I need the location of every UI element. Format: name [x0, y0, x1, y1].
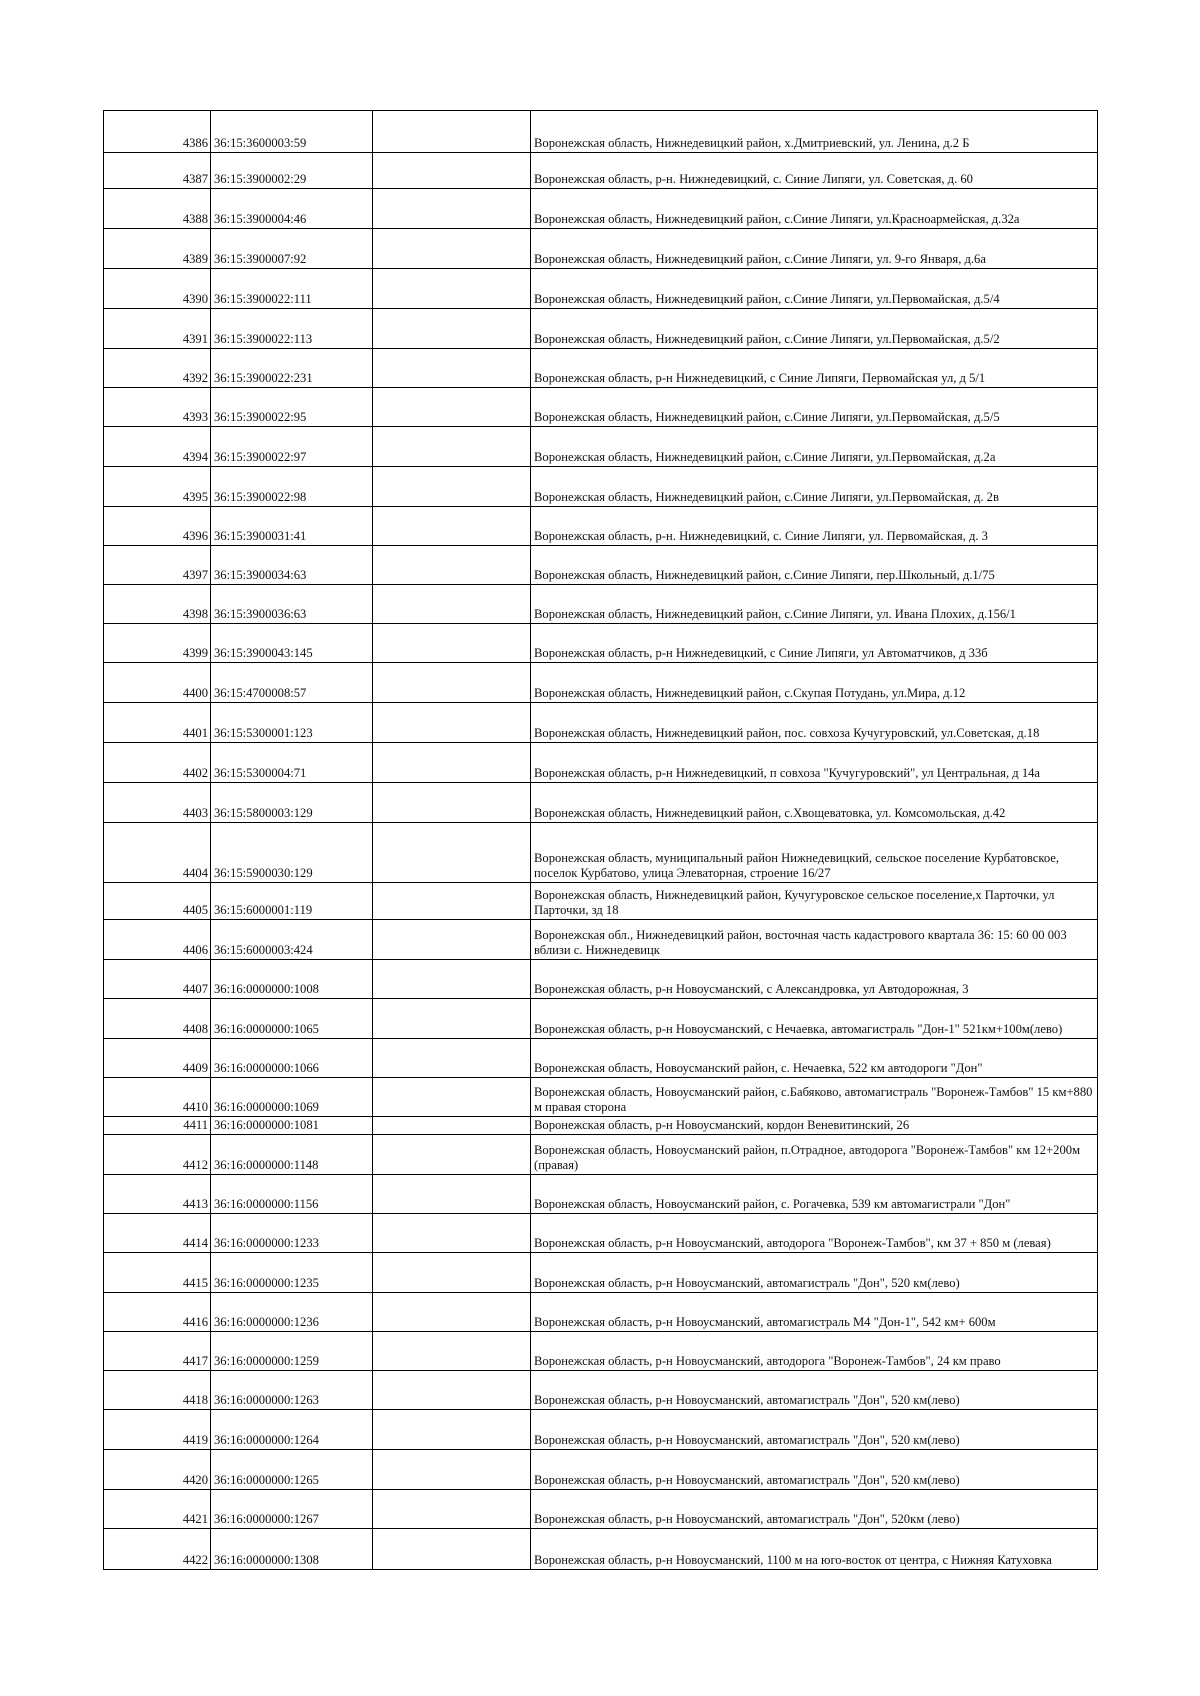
row-number-cell: 4392	[104, 349, 211, 388]
cadastral-number-cell: 36:15:3900022:231	[211, 349, 373, 388]
address-cell: Воронежская область, Новоусманский район, с. Нечаевка, 522 км автодороги "Дон"	[531, 1039, 1098, 1078]
row-number-cell: 4396	[104, 507, 211, 546]
empty-cell	[373, 1253, 531, 1293]
table-row	[104, 999, 1098, 1039]
table-row	[104, 309, 1098, 349]
empty-cell	[373, 960, 531, 999]
address-cell: Воронежская область, Нижнедевицкий район, с.Скупая Потудань, ул.Мира, д.12	[531, 663, 1098, 703]
cadastral-number-cell: 36:15:3900022:111	[211, 269, 373, 309]
row-number-cell: 4414	[104, 1214, 211, 1253]
row-number-cell: 4401	[104, 703, 211, 743]
table-row	[104, 1490, 1098, 1529]
address-cell: Воронежская область, Нижнедевицкий район, с.Синие Липяги, ул. Ивана Плохих, д.156/1	[531, 585, 1098, 624]
cadastral-number-cell: 36:16:0000000:1081	[211, 1117, 373, 1135]
address-cell: Воронежская область, р-н Нижнедевицкий, п совхоза "Кучугуровский", ул Центральная, д 14а	[531, 743, 1098, 783]
row-number-cell: 4406	[104, 920, 211, 960]
table-row	[104, 1214, 1098, 1253]
row-number-cell: 4397	[104, 546, 211, 585]
table-row	[104, 1450, 1098, 1490]
row-number-cell: 4393	[104, 388, 211, 427]
empty-cell	[373, 920, 531, 960]
address-cell: Воронежская область, р-н Новоусманский, 1100 м на юго-восток от центра, с Нижняя Катуховка	[531, 1529, 1098, 1570]
address-cell: Воронежская область, Нижнедевицкий район, с.Синие Липяги, ул.Красноармейская, д.32а	[531, 189, 1098, 229]
row-number-cell: 4420	[104, 1450, 211, 1490]
row-number-cell: 4411	[104, 1117, 211, 1135]
empty-cell	[373, 427, 531, 467]
row-number-cell: 4395	[104, 467, 211, 507]
address-cell: Воронежская область, р-н. Нижнедевицкий, с. Синие Липяги, ул. Первомайская, д. 3	[531, 507, 1098, 546]
address-cell: Воронежская область, Нижнедевицкий район, с.Хвощеватовка, ул. Комсомольская, д.42	[531, 783, 1098, 823]
row-number-cell: 4407	[104, 960, 211, 999]
address-cell: Воронежская область, Нижнедевицкий район, с.Синие Липяги, ул. 9-го Января, д.6а	[531, 229, 1098, 269]
row-number-cell: 4416	[104, 1293, 211, 1332]
empty-cell	[373, 111, 531, 153]
empty-cell	[373, 546, 531, 585]
cadastral-number-cell: 36:16:0000000:1308	[211, 1529, 373, 1570]
cadastral-number-cell: 36:15:3900004:46	[211, 189, 373, 229]
cadastral-number-cell: 36:16:0000000:1008	[211, 960, 373, 999]
address-cell: Воронежская область, Новоусманский район, с. Рогачевка, 539 км автомагистрали "Дон"	[531, 1175, 1098, 1214]
empty-cell	[373, 1078, 531, 1117]
row-number-cell: 4405	[104, 883, 211, 920]
table-row	[104, 1293, 1098, 1332]
address-cell: Воронежская область, Новоусманский район, п.Отрадное, автодорога "Воронеж-Тамбов" км 12+200м (правая)	[531, 1135, 1098, 1175]
row-number-cell: 4404	[104, 823, 211, 883]
address-cell: Воронежская область, р-н Нижнедевицкий, с Синие Липяги, Первомайская ул, д 5/1	[531, 349, 1098, 388]
table-row	[104, 883, 1098, 920]
row-number-cell: 4402	[104, 743, 211, 783]
table-row	[104, 467, 1098, 507]
empty-cell	[373, 1490, 531, 1529]
address-cell: Воронежская область, Нижнедевицкий район, с.Синие Липяги, ул.Первомайская, д.2а	[531, 427, 1098, 467]
empty-cell	[373, 269, 531, 309]
address-cell: Воронежская область, Нижнедевицкий район, с.Синие Липяги, пер.Школьный, д.1/75	[531, 546, 1098, 585]
table-row	[104, 1175, 1098, 1214]
cadastral-number-cell: 36:16:0000000:1148	[211, 1135, 373, 1175]
table-row	[104, 269, 1098, 309]
empty-cell	[373, 1529, 531, 1570]
address-cell: Воронежская область, Новоусманский район, с.Бабяково, автомагистраль "Воронеж-Тамбов" 15 км+880 м правая сторона	[531, 1078, 1098, 1117]
cadastral-number-cell: 36:15:5300001:123	[211, 703, 373, 743]
table-row	[104, 229, 1098, 269]
table-row	[104, 823, 1098, 883]
row-number-cell: 4409	[104, 1039, 211, 1078]
cadastral-number-cell: 36:16:0000000:1233	[211, 1214, 373, 1253]
row-number-cell: 4419	[104, 1410, 211, 1450]
table-row	[104, 1117, 1098, 1135]
table-row	[104, 624, 1098, 663]
empty-cell	[373, 388, 531, 427]
table-row	[104, 427, 1098, 467]
empty-cell	[373, 585, 531, 624]
table-row	[104, 388, 1098, 427]
cadastral-number-cell: 36:16:0000000:1235	[211, 1253, 373, 1293]
empty-cell	[373, 1332, 531, 1371]
empty-cell	[373, 999, 531, 1039]
cadastral-number-cell: 36:16:0000000:1156	[211, 1175, 373, 1214]
address-cell: Воронежская область, Нижнедевицкий район, Кучугуровское сельское поселение,х Парточки, ул Парточки, зд 18	[531, 883, 1098, 920]
address-cell: Воронежская область, р-н Новоусманский, автомагистраль "Дон", 520 км(лево)	[531, 1450, 1098, 1490]
empty-cell	[373, 823, 531, 883]
empty-cell	[373, 883, 531, 920]
empty-cell	[373, 507, 531, 546]
address-cell: Воронежская область, р-н Новоусманский, с Александровка, ул Автодорожная, 3	[531, 960, 1098, 999]
row-number-cell: 4413	[104, 1175, 211, 1214]
address-cell: Воронежская область, Нижнедевицкий район, с.Синие Липяги, ул.Первомайская, д. 2в	[531, 467, 1098, 507]
cadastral-number-cell: 36:16:0000000:1259	[211, 1332, 373, 1371]
property-registry-table	[103, 110, 1098, 1570]
cadastral-number-cell: 36:15:5300004:71	[211, 743, 373, 783]
table-row	[104, 189, 1098, 229]
row-number-cell: 4390	[104, 269, 211, 309]
address-cell: Воронежская область, р-н. Нижнедевицкий, с. Синие Липяги, ул. Советская, д. 60	[531, 153, 1098, 189]
table-row	[104, 111, 1098, 153]
row-number-cell: 4387	[104, 153, 211, 189]
table-row	[104, 663, 1098, 703]
cadastral-number-cell: 36:15:3900022:95	[211, 388, 373, 427]
table-row	[104, 1332, 1098, 1371]
address-cell: Воронежская область, Нижнедевицкий район, с.Синие Липяги, ул.Первомайская, д.5/4	[531, 269, 1098, 309]
cadastral-number-cell: 36:15:3900022:97	[211, 427, 373, 467]
empty-cell	[373, 743, 531, 783]
table-row	[104, 960, 1098, 999]
row-number-cell: 4408	[104, 999, 211, 1039]
row-number-cell: 4421	[104, 1490, 211, 1529]
row-number-cell: 4388	[104, 189, 211, 229]
row-number-cell: 4417	[104, 1332, 211, 1371]
empty-cell	[373, 703, 531, 743]
address-cell: Воронежская область, муниципальный район Нижнедевицкий, сельское поселение Курбатовское, поселок Курбатово, улица Элеваторная, строение 16/27	[531, 823, 1098, 883]
table-row	[104, 585, 1098, 624]
registry-table-body	[104, 111, 1098, 1570]
address-cell: Воронежская область, р-н Новоусманский, автодорога "Воронеж-Тамбов", 24 км право	[531, 1332, 1098, 1371]
row-number-cell: 4403	[104, 783, 211, 823]
address-cell: Воронежская область, р-н Новоусманский, автомагистраль "Дон", 520 км(лево)	[531, 1253, 1098, 1293]
row-number-cell: 4418	[104, 1371, 211, 1410]
address-cell: Воронежская область, р-н Новоусманский, автомагистраль М4 "Дон-1", 542 км+ 600м	[531, 1293, 1098, 1332]
address-cell: Воронежская область, р-н Новоусманский, кордон Веневитинский, 26	[531, 1117, 1098, 1135]
cadastral-number-cell: 36:15:6000003:424	[211, 920, 373, 960]
address-cell: Воронежская область, Нижнедевицкий район, с.Синие Липяги, ул.Первомайская, д.5/5	[531, 388, 1098, 427]
cadastral-number-cell: 36:15:3900007:92	[211, 229, 373, 269]
table-row	[104, 1253, 1098, 1293]
row-number-cell: 4410	[104, 1078, 211, 1117]
address-cell: Воронежская область, Нижнедевицкий район, пос. совхоза Кучугуровский, ул.Советская, д.18	[531, 703, 1098, 743]
address-cell: Воронежская область, р-н Новоусманский, автодорога "Воронеж-Тамбов", км 37 + 850 м (левая)	[531, 1214, 1098, 1253]
table-row	[104, 1529, 1098, 1570]
table-row	[104, 1135, 1098, 1175]
table-row	[104, 1371, 1098, 1410]
row-number-cell: 4394	[104, 427, 211, 467]
cadastral-number-cell: 36:16:0000000:1069	[211, 1078, 373, 1117]
cadastral-number-cell: 36:16:0000000:1264	[211, 1410, 373, 1450]
address-cell: Воронежская область, Нижнедевицкий район, х.Дмитриевский, ул. Ленина, д.2 Б	[531, 111, 1098, 153]
cadastral-number-cell: 36:15:3900043:145	[211, 624, 373, 663]
empty-cell	[373, 229, 531, 269]
empty-cell	[373, 1214, 531, 1253]
cadastral-number-cell: 36:15:3900022:113	[211, 309, 373, 349]
empty-cell	[373, 1293, 531, 1332]
row-number-cell: 4398	[104, 585, 211, 624]
empty-cell	[373, 1175, 531, 1214]
cadastral-number-cell: 36:15:4700008:57	[211, 663, 373, 703]
table-row	[104, 546, 1098, 585]
table-row	[104, 920, 1098, 960]
table-row	[104, 1078, 1098, 1117]
table-row	[104, 743, 1098, 783]
cadastral-number-cell: 36:16:0000000:1267	[211, 1490, 373, 1529]
table-row	[104, 153, 1098, 189]
empty-cell	[373, 349, 531, 388]
cadastral-number-cell: 36:16:0000000:1265	[211, 1450, 373, 1490]
empty-cell	[373, 1039, 531, 1078]
empty-cell	[373, 1450, 531, 1490]
cadastral-number-cell: 36:15:5800003:129	[211, 783, 373, 823]
address-cell: Воронежская область, Нижнедевицкий район, с.Синие Липяги, ул.Первомайская, д.5/2	[531, 309, 1098, 349]
row-number-cell: 4386	[104, 111, 211, 153]
row-number-cell: 4391	[104, 309, 211, 349]
cadastral-number-cell: 36:15:3900002:29	[211, 153, 373, 189]
address-cell: Воронежская область, р-н Новоусманский, автомагистраль "Дон", 520км (лево)	[531, 1490, 1098, 1529]
cadastral-number-cell: 36:16:0000000:1066	[211, 1039, 373, 1078]
table-row	[104, 349, 1098, 388]
cadastral-number-cell: 36:15:3900022:98	[211, 467, 373, 507]
row-number-cell: 4412	[104, 1135, 211, 1175]
cadastral-number-cell: 36:15:3900034:63	[211, 546, 373, 585]
address-cell: Воронежская обл., Нижнедевицкий район, восточная часть кадастрового квартала 36: 15: 60 00 003 вблизи с. Нижнедевицк	[531, 920, 1098, 960]
address-cell: Воронежская область, р-н Нижнедевицкий, с Синие Липяги, ул Автоматчиков, д 33б	[531, 624, 1098, 663]
empty-cell	[373, 783, 531, 823]
cadastral-number-cell: 36:15:3900031:41	[211, 507, 373, 546]
empty-cell	[373, 153, 531, 189]
address-cell: Воронежская область, р-н Новоусманский, автомагистраль "Дон", 520 км(лево)	[531, 1410, 1098, 1450]
table-row	[104, 703, 1098, 743]
address-cell: Воронежская область, р-н Новоусманский, автомагистраль "Дон", 520 км(лево)	[531, 1371, 1098, 1410]
table-row	[104, 507, 1098, 546]
row-number-cell: 4389	[104, 229, 211, 269]
empty-cell	[373, 663, 531, 703]
empty-cell	[373, 624, 531, 663]
empty-cell	[373, 1135, 531, 1175]
cadastral-number-cell: 36:15:3900036:63	[211, 585, 373, 624]
empty-cell	[373, 467, 531, 507]
row-number-cell: 4399	[104, 624, 211, 663]
table-row	[104, 1039, 1098, 1078]
address-cell: Воронежская область, р-н Новоусманский, с Нечаевка, автомагистраль "Дон-1" 521км+100м(лево)	[531, 999, 1098, 1039]
cadastral-number-cell: 36:16:0000000:1263	[211, 1371, 373, 1410]
empty-cell	[373, 1410, 531, 1450]
empty-cell	[373, 1371, 531, 1410]
row-number-cell: 4415	[104, 1253, 211, 1293]
row-number-cell: 4422	[104, 1529, 211, 1570]
table-row	[104, 1410, 1098, 1450]
cadastral-number-cell: 36:16:0000000:1236	[211, 1293, 373, 1332]
empty-cell	[373, 189, 531, 229]
empty-cell	[373, 1117, 531, 1135]
cadastral-number-cell: 36:16:0000000:1065	[211, 999, 373, 1039]
cadastral-number-cell: 36:15:6000001:119	[211, 883, 373, 920]
row-number-cell: 4400	[104, 663, 211, 703]
cadastral-number-cell: 36:15:3600003:59	[211, 111, 373, 153]
cadastral-number-cell: 36:15:5900030:129	[211, 823, 373, 883]
table-row	[104, 783, 1098, 823]
empty-cell	[373, 309, 531, 349]
